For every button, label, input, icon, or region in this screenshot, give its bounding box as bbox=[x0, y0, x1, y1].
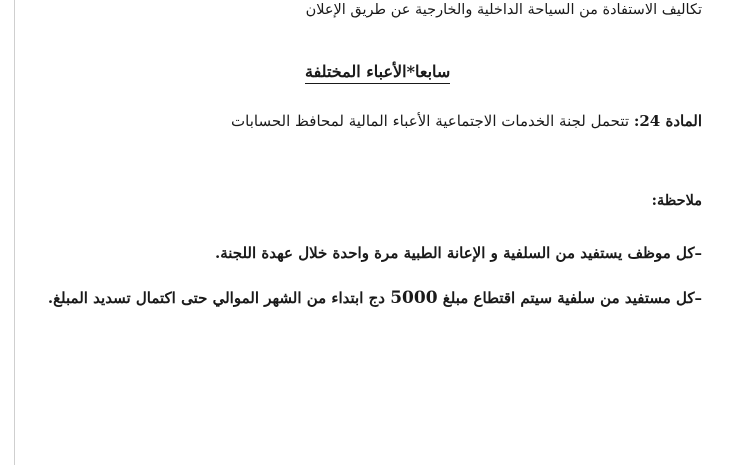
top-text-line: تكاليف الاستفادة من السياحة الداخلية والخارجية عن طريق الإعلان bbox=[305, 2, 702, 18]
section-heading: سابعا*الأعباء المختلفة bbox=[305, 62, 450, 84]
note-heading: ملاحظة: bbox=[651, 192, 702, 209]
bullet-2-amount: 5000 bbox=[390, 288, 438, 308]
note-bullet-1: –كل موظف يستفيد من السلفية و الإعانة الطبية مرة واحدة خلال عهدة اللجنة. bbox=[214, 244, 702, 262]
note-bullet-2 bbox=[48, 288, 702, 308]
article-label: المادة 24: bbox=[633, 112, 702, 130]
bullet-2-text-after: دج ابتداء من الشهر الموالي حتى اكتمال تسديد المبلغ. bbox=[47, 289, 385, 307]
article-paragraph bbox=[231, 111, 702, 131]
article-text: تتحمل لجنة الخدمات الاجتماعية الأعباء المالية لمحافظ الحسابات bbox=[231, 112, 630, 130]
bullet-2-text-before: –كل مستفيد من سلفية سيتم اقتطاع مبلغ bbox=[442, 289, 702, 307]
